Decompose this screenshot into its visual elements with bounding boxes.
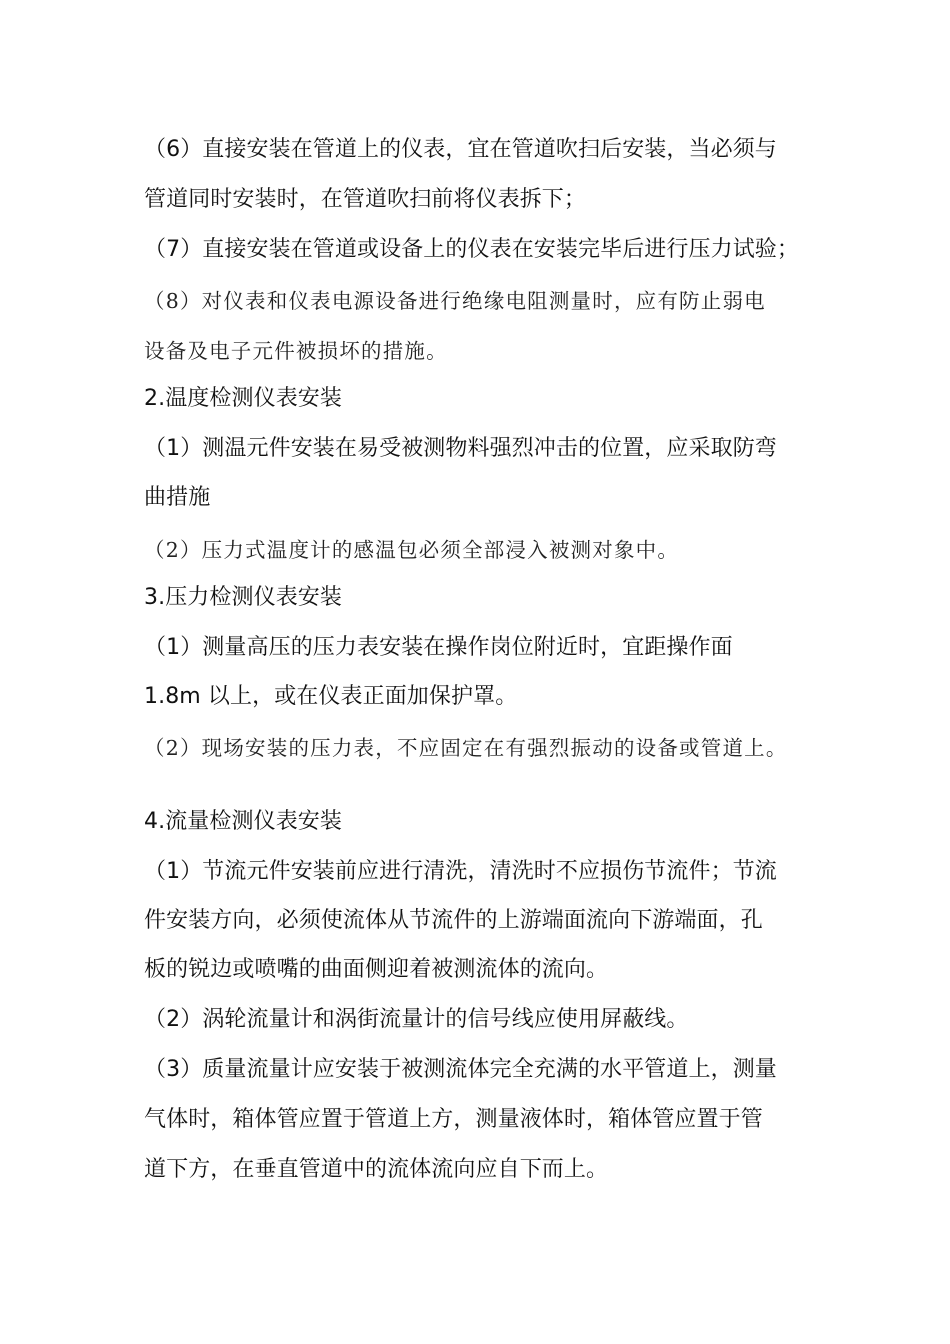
temperature-item-1-line-2: 曲措施 <box>144 485 211 510</box>
section-heading-flow: 4.流量检测仪表安装 <box>144 809 342 834</box>
item-8-line-1: （8）对仪表和仪表电源设备进行绝缘电阻测量时，应有防止弱电 <box>144 289 766 313</box>
flow-item-1-line-1: （1）节流元件安装前应进行清洗，清洗时不应损伤节流件；节流 <box>144 859 777 884</box>
section-heading-temperature: 2.温度检测仪表安装 <box>144 386 342 411</box>
flow-item-2-line: （2）涡轮流量计和涡街流量计的信号线应使用屏蔽线。 <box>144 1007 689 1032</box>
temperature-item-2-line: （2）压力式温度计的感温包必须全部浸入被测对象中。 <box>144 538 680 562</box>
pressure-item-1-line-2: 1.8m 以上，或在仪表正面加保护罩。 <box>144 684 518 709</box>
pressure-item-1-line-1: （1）测量高压的压力表安装在操作岗位附近时，宜距操作面 <box>144 635 733 660</box>
item-6-line-2: 管道同时安装时，在管道吹扫前将仪表拆下； <box>144 187 587 212</box>
pressure-item-2-line: （2）现场安装的压力表，不应固定在有强烈振动的设备或管道上。 <box>144 736 788 760</box>
item-8-line-2: 设备及电子元件被损坏的措施。 <box>144 339 448 363</box>
flow-item-1-line-2: 件安装方向，必须使流体从节流件的上游端面流向下游端面，孔 <box>144 908 763 933</box>
section-heading-pressure: 3.压力检测仪表安装 <box>144 585 342 610</box>
flow-item-3-line-1: （3）质量流量计应安装于被测流体完全充满的水平管道上，测量 <box>144 1057 777 1082</box>
flow-item-3-line-3: 道下方，在垂直管道中的流体流向应自下而上。 <box>144 1157 609 1182</box>
flow-item-3-line-2: 气体时，箱体管应置于管道上方，测量液体时，箱体管应置于管 <box>144 1107 763 1132</box>
temperature-item-1-line-1: （1）测温元件安装在易受被测物料强烈冲击的位置，应采取防弯 <box>144 436 777 461</box>
item-7-line: （7）直接安装在管道或设备上的仪表在安装完毕后进行压力试验； <box>144 237 799 262</box>
item-6-line-1: （6）直接安装在管道上的仪表，宜在管道吹扫后安装，当必须与 <box>144 137 777 162</box>
flow-item-1-line-3: 板的锐边或喷嘴的曲面侧迎着被测流体的流向。 <box>144 957 609 982</box>
